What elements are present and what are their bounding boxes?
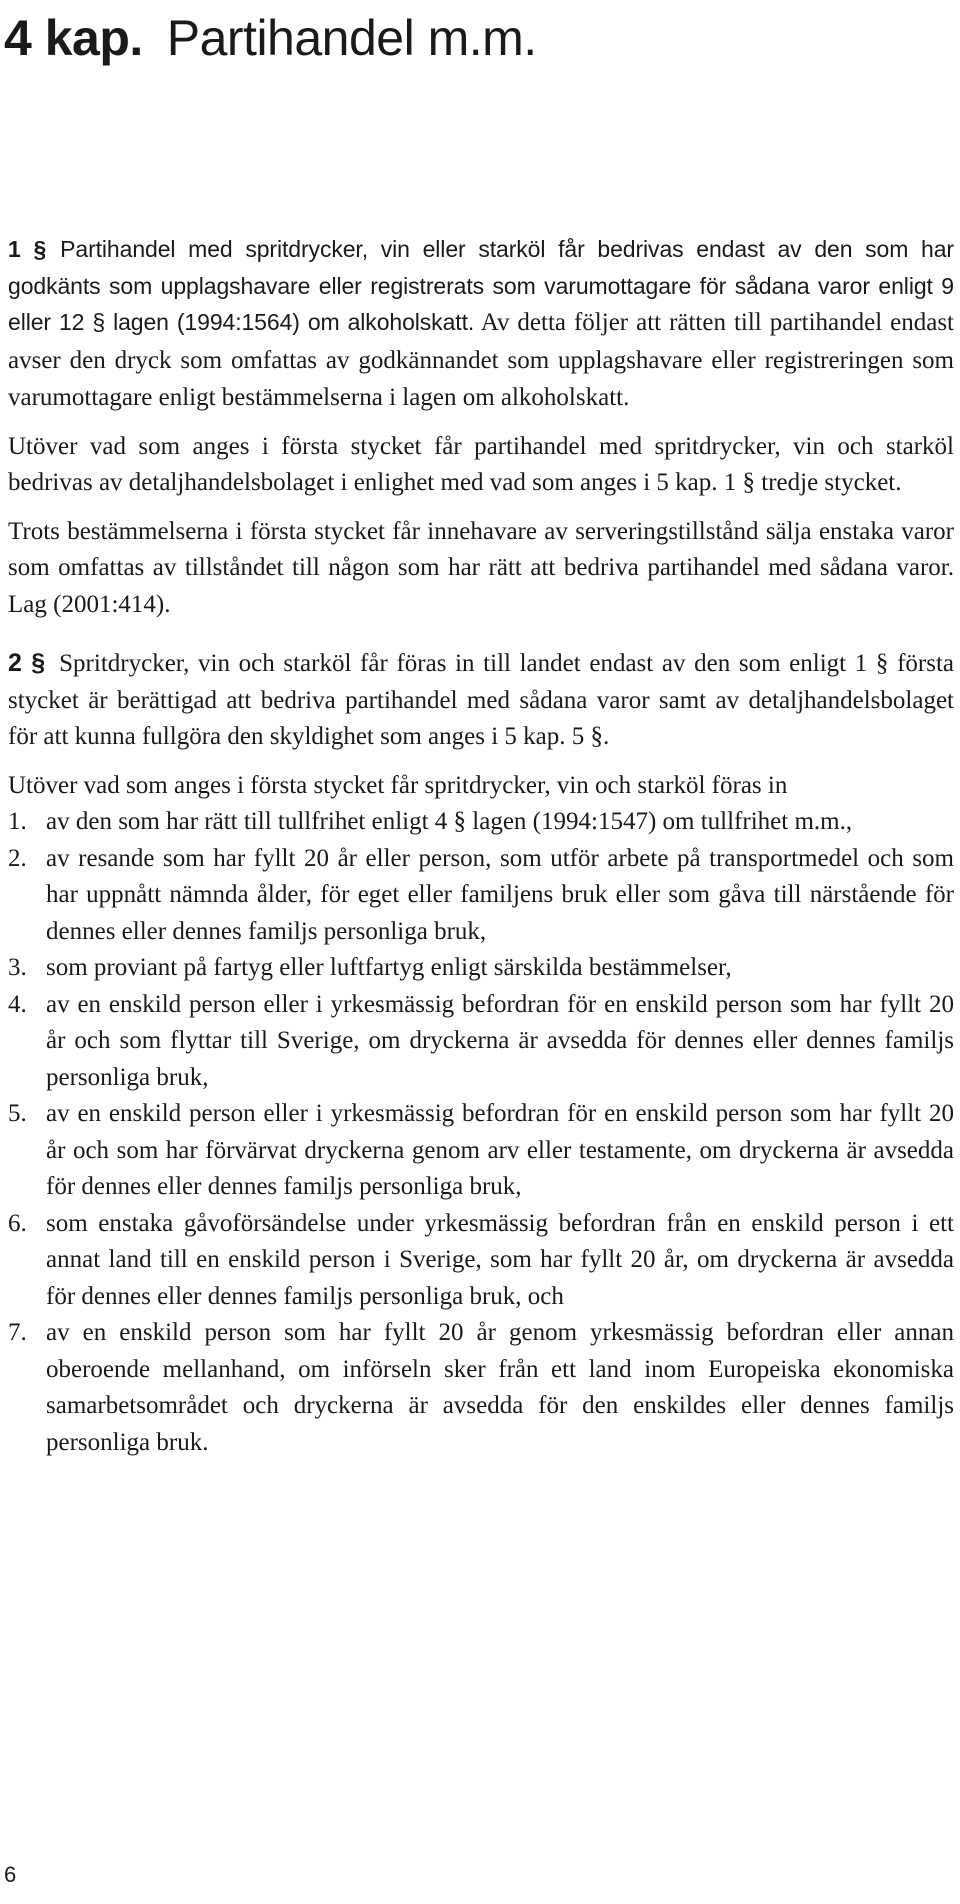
section-1-paragraph-1	[8, 231, 954, 417]
document-body	[8, 231, 954, 1461]
list-item	[8, 1206, 954, 1316]
list-item-number: 4.	[8, 990, 27, 1018]
list-item-number: 6.	[8, 1209, 27, 1237]
section-2-intro: Utöver vad som anges i första stycket får spritdrycker, vin och starköl föras in	[8, 771, 788, 799]
list-item-number: 5.	[8, 1100, 27, 1127]
section-1-paragraph-2: Utöver vad som anges i första stycket får partihandel med spritdrycker, vin och starköl bedrivas av detaljhandelsbolaget i enlighet med vad som anges i 5 kap. 1 § tredje stycket.	[8, 432, 954, 496]
list-item	[8, 804, 954, 841]
list-item-text: av en enskild person eller i yrkesmässig befordran för en enskild person som har fyllt 20 år och som har förvärvat dryckerna genom arv eller testamente, om dryckerna är avsedda för dennes eller dennes familjs personliga bruk,	[46, 1100, 954, 1200]
list-item-number: 1.	[8, 808, 27, 835]
list-item	[8, 1096, 954, 1206]
list-item	[8, 841, 954, 951]
page-number: 6	[4, 1862, 17, 1887]
list-item	[8, 950, 954, 987]
chapter-number: 4 kap.	[4, 10, 143, 66]
section-1-text-sans: Partihandel med spritdrycker, vin eller starköl får bedrivas endast av den som har godkänts som upplagshavare eller registrerats som varumottagare för sådana varor enligt 9 eller 12 § lagen (1994:1564) om alkoholskatt.	[8, 236, 954, 335]
list-item-text: av resande som har fyllt 20 år eller person, som utför arbete på transportmedel och som har uppnått nämnda ålder, för eget eller familjens bruk eller som gåva till närstående för dennes eller dennes familjs personliga bruk,	[46, 844, 954, 945]
list-item	[8, 1315, 954, 1461]
section-1-text-serif: Av detta följer att rätten till partihandel endast avser den dryck som omfattas av godkännandet som upplagshavare eller registreringen som varumottagare enligt bestämmelserna i lagen om alkoholskatt.	[8, 309, 954, 411]
section-2-text: Spritdrycker, vin och starköl får föras in till landet endast av den som enligt 1 § första stycket är berättigad att bedriva partihandel med sådana varor samt av detaljhandelsbolaget för att kunna fullgöra den skyldighet som anges i 5 kap. 5 §.	[8, 650, 954, 750]
list-item	[8, 987, 954, 1097]
list-item-number: 3.	[8, 954, 27, 981]
list-item-text: som enstaka gåvoförsändelse under yrkesmässig befordran från en enskild person i ett annat land till en enskild person i Sverige, som har fyllt 20 år, om dryckerna är avsedda för dennes eller dennes familjs personliga bruk, och	[46, 1209, 954, 1310]
list-item-number: 7.	[8, 1319, 27, 1346]
chapter-name: Partihandel m.m.	[166, 10, 537, 66]
list-item-text: som proviant på fartyg eller luftfartyg enligt särskilda bestämmelser,	[46, 954, 732, 981]
chapter-title	[4, 8, 537, 68]
section-1-number: 1 §	[8, 236, 47, 262]
list-item-number: 2.	[8, 844, 27, 872]
section-2-list	[8, 804, 954, 1461]
list-item-text: av den som har rätt till tullfrihet enligt 4 § lagen (1994:1547) om tullfrihet m.m.,	[46, 808, 853, 835]
list-item-text: av en enskild person som har fyllt 20 år genom yrkesmässig befordran eller annan oberoende mellanhand, om införseln sker från ett land inom Europeiska ekonomiska samarbetsområdet och dryckerna är avsedda för den enskildes eller dennes familjs personliga bruk.	[46, 1319, 954, 1456]
section-2-paragraph-1	[8, 645, 954, 756]
section-1-paragraph-3: Trots bestämmelserna i första stycket får innehavare av serveringstillstånd sälja enstaka varor som omfattas av tillståndet till någon som har rätt att bedriva partihandel med sådana varor. Lag (2001:414).	[8, 517, 954, 618]
list-item-text: av en enskild person eller i yrkesmässig befordran för en enskild person som har fyllt 20 år och som flyttar till Sverige, om dryckerna är avsedda för dennes eller dennes familjs personliga bruk,	[46, 990, 954, 1091]
section-2-number: 2 §	[8, 649, 46, 677]
